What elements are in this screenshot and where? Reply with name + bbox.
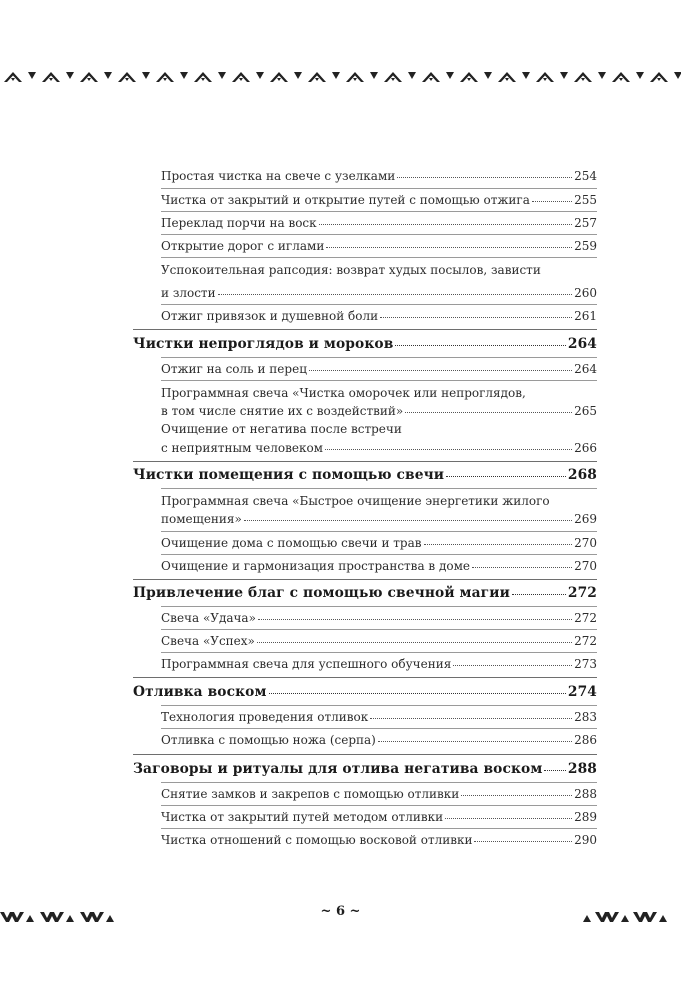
- dot-leader: [395, 345, 565, 346]
- ornament-triangle: [256, 72, 264, 79]
- entry-divider: [161, 188, 597, 189]
- toc-section: [133, 685, 597, 699]
- toc-entry-title-line: Программная свеча «Быстрое очищение энергетики жилого: [161, 494, 550, 508]
- dot-leader: [269, 693, 566, 694]
- toc-entry-title: Отжиг привязок и душевной боли: [161, 309, 379, 323]
- section-divider: [133, 461, 597, 462]
- ornament-dot: [87, 78, 91, 81]
- toc-entry: [161, 634, 597, 648]
- toc-entry-title: Очищение и гармонизация пространства в доме: [161, 559, 471, 573]
- toc-entry-title: и злости: [161, 286, 216, 300]
- toc-entry: [161, 404, 597, 418]
- toc-entry-title: Чистка отношений с помощью восковой отливки: [161, 833, 473, 847]
- ornament-triangle: [598, 72, 606, 79]
- ornament-dot: [467, 78, 471, 81]
- dot-leader: [397, 177, 572, 178]
- entry-divider: [161, 652, 597, 653]
- toc-entry-title: Отливка с помощью ножа (серпа): [161, 733, 376, 747]
- toc-section-title: Чистки помещения с помощью свечи: [133, 467, 445, 483]
- ornament-triangle: [180, 72, 188, 79]
- entry-divider: [161, 304, 597, 305]
- section-divider: [133, 754, 597, 755]
- dot-leader: [218, 294, 573, 295]
- entry-divider: [161, 357, 597, 358]
- toc-entry-page: 254: [574, 169, 597, 183]
- dot-leader: [472, 567, 572, 568]
- ornament-dot: [239, 78, 243, 81]
- ornament-triangle: [446, 72, 454, 79]
- ornament-triangle: [66, 72, 74, 79]
- ornament-dot: [49, 78, 53, 81]
- toc-entry-page: 272: [574, 611, 597, 625]
- dot-leader: [532, 201, 572, 202]
- toc-entry: [161, 512, 597, 526]
- section-divider: [133, 329, 597, 330]
- dot-leader: [325, 449, 572, 450]
- toc-section: [133, 586, 597, 600]
- toc-entry: [161, 810, 597, 824]
- ornament-dot: [581, 78, 585, 81]
- ornament-dot: [391, 78, 395, 81]
- toc-entry: [161, 362, 597, 376]
- toc-entry-page: 257: [574, 216, 597, 230]
- ornament-triangle: [28, 72, 36, 79]
- toc-entry-page: 266: [574, 441, 597, 455]
- toc-entry-page: 286: [574, 733, 597, 747]
- toc-entry-page: 270: [574, 559, 597, 573]
- toc-entry-title: Технология проведения отливок: [161, 710, 369, 724]
- dot-leader: [446, 476, 566, 477]
- toc-section-page: 268: [567, 467, 597, 483]
- toc-section: [133, 762, 597, 776]
- toc-entry: [161, 536, 597, 550]
- toc-entry: [161, 611, 597, 625]
- toc-entry: [161, 657, 597, 671]
- toc-entry: [161, 733, 597, 747]
- entry-divider: [161, 488, 597, 489]
- toc-section: [133, 337, 597, 351]
- entry-divider: [161, 211, 597, 212]
- ornament-dot: [11, 78, 15, 81]
- toc-entry-title: Простая чистка на свече с узелками: [161, 169, 396, 183]
- ornament-dot: [429, 78, 433, 81]
- toc-entry-title: Чистка от закрытий и открытие путей с помощью отжига: [161, 193, 530, 207]
- ornament-dot: [163, 78, 167, 81]
- dot-leader: [405, 412, 572, 413]
- toc-entry: [161, 193, 597, 207]
- toc-section-title: Отливка воском: [133, 684, 267, 700]
- toc-entry-title: Очищение дома с помощью свечи и трав: [161, 536, 422, 550]
- toc-entry-page: 270: [574, 536, 597, 550]
- ornament-dot: [657, 78, 661, 81]
- toc-section-title: Чистки непроглядов и мороков: [133, 336, 394, 352]
- toc-entry: [161, 710, 597, 724]
- toc-entry-title: Свеча «Удача»: [161, 611, 256, 625]
- dot-leader: [461, 795, 572, 796]
- ornament-triangle: [674, 72, 681, 79]
- top-ornament-border: [0, 66, 681, 88]
- ornament-dot: [277, 78, 281, 81]
- toc-entry-title: Снятие замков и закрепов с помощью отливки: [161, 787, 460, 801]
- toc-section: [133, 468, 597, 482]
- ornament-dot: [315, 78, 319, 81]
- toc-entry-title: Свеча «Успех»: [161, 634, 255, 648]
- dot-leader: [309, 370, 572, 371]
- toc-entry-title-line: Программная свеча «Чистка оморочек или непроглядов,: [161, 386, 526, 400]
- toc-entry-title-line: Успокоительная рапсодия: возврат худых посылов, зависти: [161, 263, 541, 277]
- dot-leader: [378, 741, 572, 742]
- toc-section-page: 288: [567, 761, 597, 777]
- toc-entry-title: Открытие дорог с иглами: [161, 239, 325, 253]
- toc-entry-title-line: Очищение от негатива после встречи: [161, 422, 402, 436]
- entry-divider: [161, 531, 597, 532]
- ornament-dot: [201, 78, 205, 81]
- toc-entry: [161, 441, 597, 455]
- toc-entry-page: 255: [574, 193, 597, 207]
- section-divider: [133, 579, 597, 580]
- toc-entry: [161, 216, 597, 230]
- ornament-triangle: [294, 72, 302, 79]
- dot-leader: [453, 665, 572, 666]
- ornament-triangle: [142, 72, 150, 79]
- toc-entry-page: 273: [574, 657, 597, 671]
- toc-entry-page: 260: [574, 286, 597, 300]
- toc-section-title: Заговоры и ритуалы для отлива негатива воском: [133, 761, 543, 777]
- toc-entry-page: 290: [574, 833, 597, 847]
- toc-entry-page: 265: [574, 404, 597, 418]
- toc-section-title: Привлечение благ с помощью свечной магии: [133, 585, 510, 601]
- toc-section-page: 264: [567, 336, 597, 352]
- ornament-triangle: [104, 72, 112, 79]
- entry-divider: [161, 705, 597, 706]
- toc-entry: [161, 169, 597, 183]
- toc-entry-page: 269: [574, 512, 597, 526]
- ornament-triangle: [636, 72, 644, 79]
- toc-entry: [161, 787, 597, 801]
- entry-divider: [161, 629, 597, 630]
- toc-entry-page: 264: [574, 362, 597, 376]
- toc-entry-page: 289: [574, 810, 597, 824]
- entry-divider: [161, 828, 597, 829]
- entry-divider: [161, 606, 597, 607]
- dot-leader: [258, 619, 572, 620]
- toc-entry-title: в том числе снятие их с воздействий»: [161, 404, 404, 418]
- ornament-dot: [543, 78, 547, 81]
- dot-leader: [424, 544, 573, 545]
- toc-entry-page: 259: [574, 239, 597, 253]
- ornament-triangle: [560, 72, 568, 79]
- ornament-triangle: [484, 72, 492, 79]
- toc-entry: [161, 239, 597, 253]
- dot-leader: [326, 247, 572, 248]
- entry-divider: [161, 554, 597, 555]
- toc-section-page: 272: [567, 585, 597, 601]
- dot-leader: [319, 224, 572, 225]
- entry-divider: [161, 728, 597, 729]
- toc-entry-title: помещения»: [161, 512, 242, 526]
- toc-section-page: 274: [567, 684, 597, 700]
- toc-entry-title: Переклад порчи на воск: [161, 216, 317, 230]
- toc-entry-title: Чистка от закрытий путей методом отливки: [161, 810, 444, 824]
- ornament-triangle: [408, 72, 416, 79]
- dot-leader: [544, 770, 565, 771]
- ornament-triangle: [370, 72, 378, 79]
- entry-divider: [161, 805, 597, 806]
- entry-divider: [161, 782, 597, 783]
- dot-leader: [445, 818, 572, 819]
- toc-entry-title: с неприятным человеком: [161, 441, 324, 455]
- toc-entry: [161, 833, 597, 847]
- ornament-triangle: [522, 72, 530, 79]
- dot-leader: [512, 594, 566, 595]
- ornament-dot: [619, 78, 623, 81]
- entry-divider: [161, 257, 597, 258]
- ornament-dot: [505, 78, 509, 81]
- dot-leader: [474, 841, 572, 842]
- toc-entry-page: 272: [574, 634, 597, 648]
- toc-entry-title: Отжиг на соль и перец: [161, 362, 307, 376]
- dot-leader: [257, 642, 572, 643]
- ornament-dot: [125, 78, 129, 81]
- entry-divider: [161, 234, 597, 235]
- toc-entry-title: Программная свеча для успешного обучения: [161, 657, 452, 671]
- ornament-triangle: [332, 72, 340, 79]
- toc-entry: [161, 559, 597, 573]
- toc-entry: [161, 286, 597, 300]
- page-number: ~ 6 ~: [320, 904, 361, 919]
- dot-leader: [370, 718, 572, 719]
- toc-entry-page: 283: [574, 710, 597, 724]
- entry-divider: [161, 380, 597, 381]
- ornament-triangle: [218, 72, 226, 79]
- toc-entry-page: 288: [574, 787, 597, 801]
- ornament-dot: [353, 78, 357, 81]
- section-divider: [133, 677, 597, 678]
- toc-entry-page: 261: [574, 309, 597, 323]
- toc-entry: [161, 309, 597, 323]
- dot-leader: [244, 520, 572, 521]
- dot-leader: [380, 317, 572, 318]
